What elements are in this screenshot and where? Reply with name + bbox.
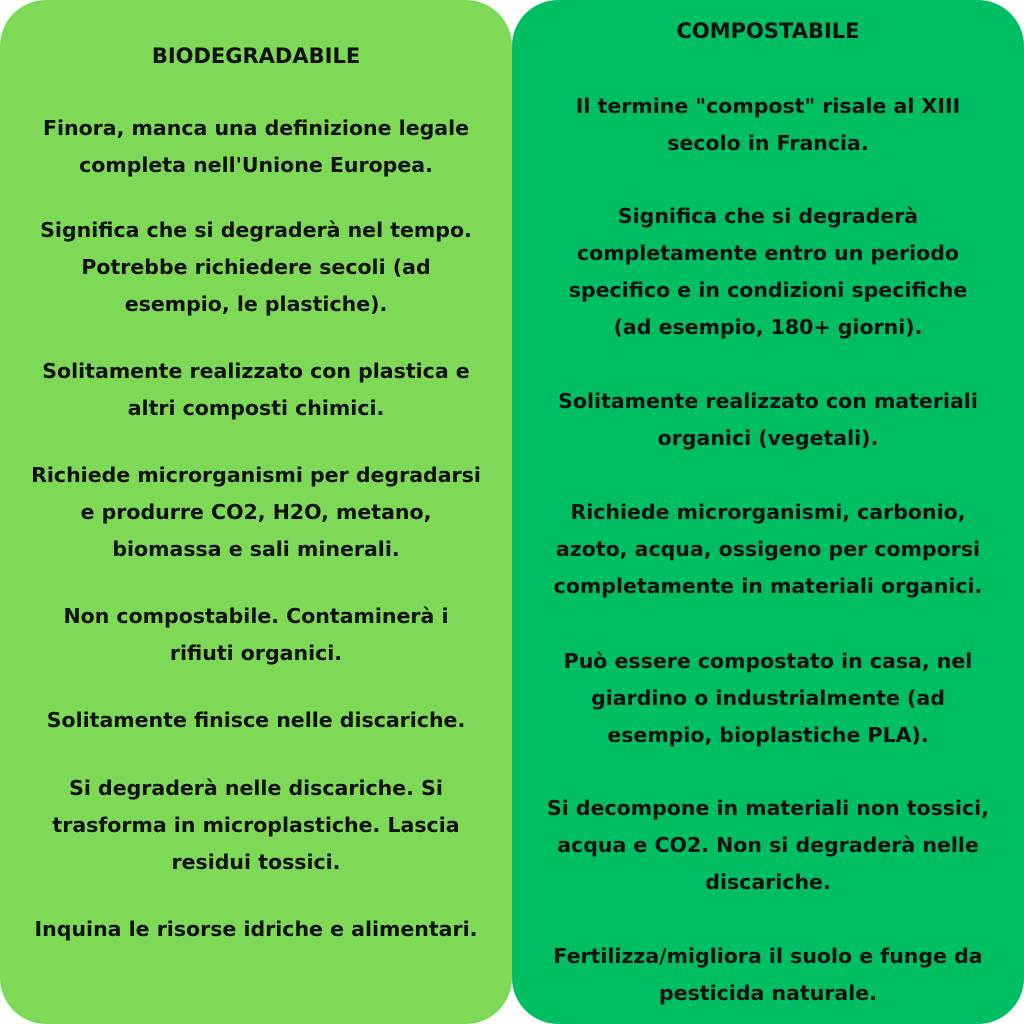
biodegradabile-point: Inquina le risorse idriche e alimentari. [34, 917, 478, 941]
compostabile-title: COMPOSTABILE [676, 19, 860, 43]
compostabile-point: Solitamente realizzato con materiali organici (vegetali). [558, 389, 978, 450]
compostabile-column [512, 0, 1024, 1024]
compostabile-point: Può essere compostato in casa, nel giardino o industrialmente (ad esempio, bioplastiche PLA). [563, 649, 973, 747]
biodegradabile-title: BIODEGRADABILE [151, 44, 361, 68]
compostabile-point: Fertilizza/migliora il suolo e funge da pesticida naturale. [553, 944, 983, 1005]
biodegradabile-point: Solitamente finisce nelle discariche. [46, 708, 466, 732]
biodegradabile-point: Significa che si degraderà nel tempo. Potrebbe richiedere secoli (ad esempio, le plastiche). [40, 218, 472, 316]
compostabile-point: Il termine "compost" risale al XIII secolo in Francia. [575, 94, 961, 155]
biodegradabile-point: Solitamente realizzato con plastica e altri composti chimici. [42, 359, 470, 420]
biodegradabile-point: Richiede microrganismi per degradarsi e produrre CO2, H2O, metano, biomassa e sali minerali. [31, 463, 481, 561]
biodegradabile-point: Si degraderà nelle discariche. Si trasforma in microplastiche. Lascia residui tossici. [52, 776, 460, 874]
compostabile-point: Si decompone in materiali non tossici, acqua e CO2. Non si degraderà nelle discariche. [546, 796, 989, 894]
biodegradabile-point: Non compostabile. Contaminerà i rifiuti organici. [63, 604, 449, 665]
compostabile-point: Significa che si degraderà completamente entro un periodo specifico e in condizioni specifiche (ad esempio, 180+ giorni). [568, 204, 968, 339]
compostabile-point: Richiede microrganismi, carbonio, azoto, acqua, ossigeno per comporsi completamente in materiali organici. [553, 500, 983, 598]
biodegradabile-point: Finora, manca una definizione legale completa nell'Unione Europea. [42, 116, 470, 177]
